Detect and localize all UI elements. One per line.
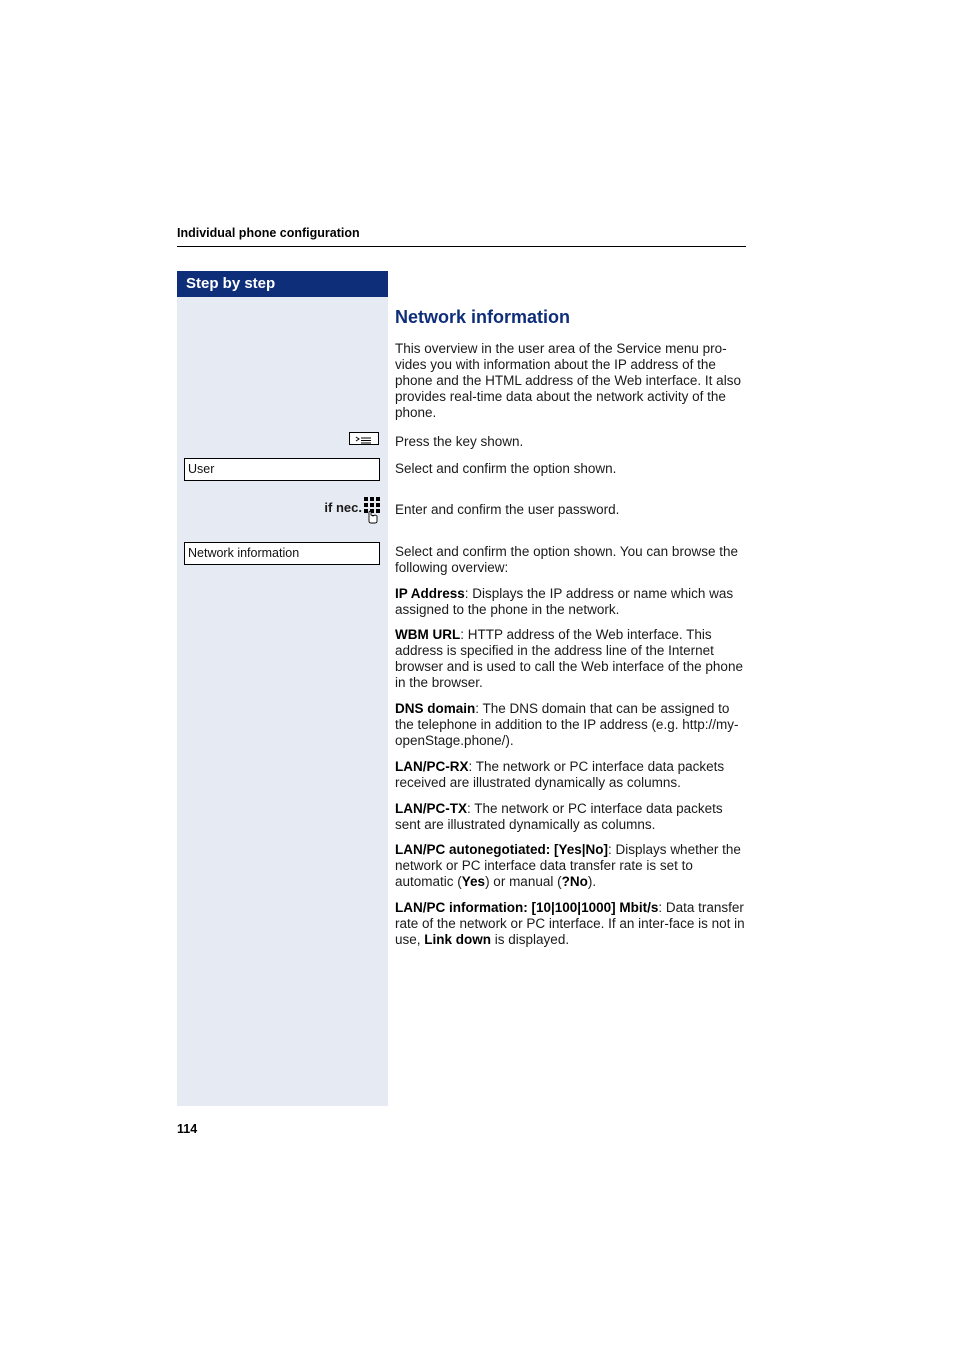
step-browse-text: Select and confirm the option shown. You can browse the following overview: [395,544,738,575]
item-term: LAN/PC-RX [395,759,469,774]
item-term: LAN/PC information: [10|100|1000] Mbit/s [395,900,659,915]
network-information-option-box[interactable]: Network information [184,542,380,565]
section-title: Network information [395,307,571,327]
step-select-confirm-text: Select and confirm the option shown. [395,461,617,476]
page-number: 114 [177,1122,198,1136]
header-rule [177,246,746,247]
link-down-value: Link down [424,932,492,947]
no-value: ?No [561,874,588,889]
sidebar-header: Step by step [177,271,388,297]
item-desc: ). [587,874,597,889]
item-desc: : The network or PC interface data packets received are illustrated dynamically as columns. [395,759,725,790]
item-term: IP Address [395,586,465,601]
running-header: Individual phone configuration [177,226,360,240]
sidebar-panel [177,297,388,1106]
lan-pc-tx-item [395,801,747,833]
step-press-key-text: Press the key shown. [395,434,524,449]
item-desc: : The network or PC interface data packets sent are illustrated dynamically as columns. [395,801,723,832]
yes-value: Yes [461,874,486,889]
item-term: LAN/PC autonegotiated: [Yes|No] [395,842,609,857]
user-option-box[interactable]: User [184,458,380,481]
item-term: LAN/PC-TX [395,801,467,816]
intro-paragraph: This overview in the user area of the Service menu pro-vides you with information about the IP address of the phone and the HTML address of the Web interface. It also provides real-time data about the network activity of the phone. [395,341,741,420]
ip-address-item [395,586,747,618]
item-desc: is displayed. [491,932,570,947]
item-term: WBM URL [395,627,461,642]
keypad-icon [362,496,382,529]
dns-domain-item [395,701,747,749]
menu-key-icon [349,432,379,445]
item-desc: ) or manual ( [485,874,562,889]
wbm-url-item [395,627,747,691]
item-desc: : Data transfer rate of the network or PC interface. If an inter-face is not in use, [395,900,745,947]
lan-pc-information-item [395,900,747,948]
step-password-text: Enter and confirm the user password. [395,502,620,517]
item-desc: : HTTP address of the Web interface. This address is specified in the address line of the Internet browser and is used to call the Web interface of the phone in the browser. [395,627,743,690]
item-term: DNS domain [395,701,476,716]
item-desc: : The DNS domain that can be assigned to the telephone in addition to the IP address (e.g. http://my-openStage.phone/). [395,701,739,748]
item-desc: : Displays whether the network or PC interface data transfer rate is set to automatic ( [395,842,741,889]
lan-pc-rx-item [395,759,747,791]
if-nec-label: if nec. [324,500,362,515]
lan-pc-autonegotiated-item [395,842,747,890]
item-desc: : Displays the IP address or name which was assigned to the phone in the network. [395,586,734,617]
